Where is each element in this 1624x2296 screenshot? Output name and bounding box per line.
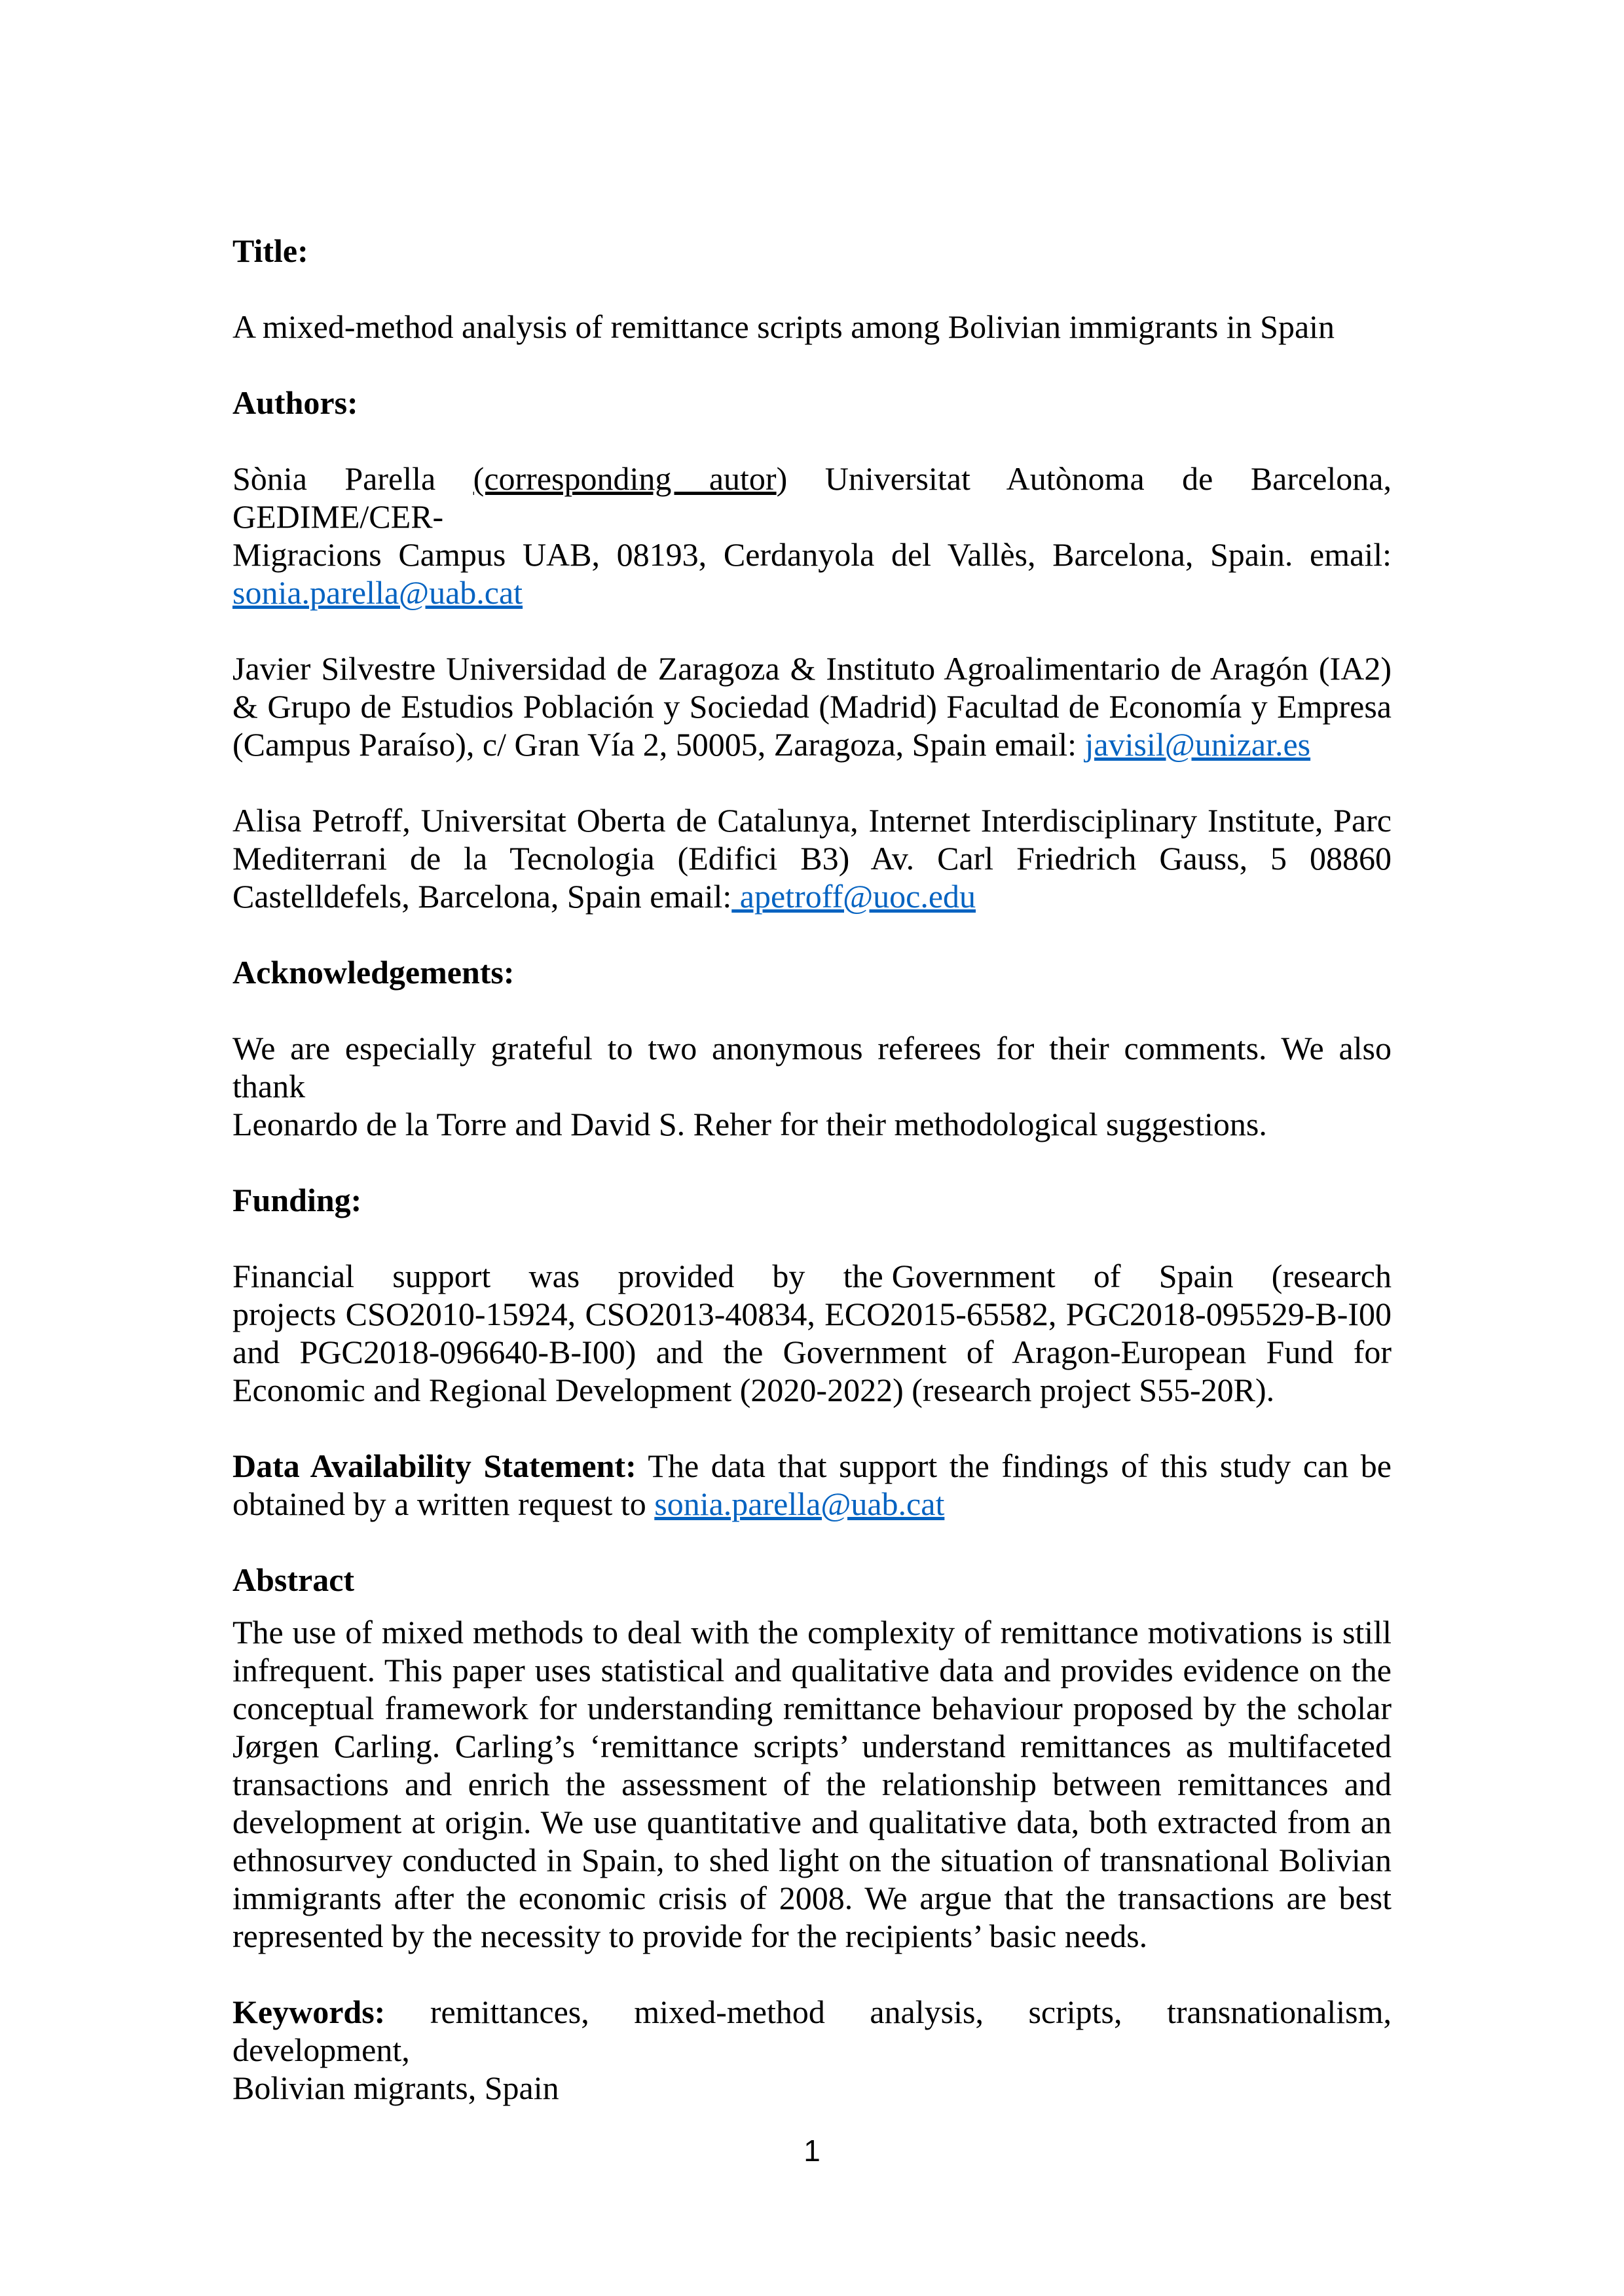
funding-line3 — [232, 1333, 1392, 1371]
funding-text-4: Economic and Regional Development (2020-2022) (research project S55-20R). — [232, 1372, 1275, 1408]
abstract-text-1: The use of mixed methods to deal with the complexity of remittance motivations is still — [232, 1614, 1392, 1650]
abstract-line8 — [232, 1879, 1392, 1917]
keywords-line2 — [232, 2069, 1392, 2107]
author2-line3 — [232, 725, 1392, 763]
abstract-text-3: conceptual framework for understanding remittance behaviour proposed by the scholar — [232, 1690, 1392, 1726]
data-availability-line2 — [232, 1485, 1392, 1523]
abstract-line9 — [232, 1917, 1392, 1955]
funding-line1 — [232, 1257, 1392, 1295]
abstract-line5 — [232, 1765, 1392, 1803]
abstract-text-2: infrequent. This paper uses statistical and qualitative data and provides evidence on the — [232, 1652, 1392, 1688]
abstract-text-8: immigrants after the economic crisis of 2008. We argue that the transactions are best — [232, 1880, 1392, 1916]
abstract-text-7: ethnosurvey conducted in Spain, to shed light on the situation of transnational Bolivian — [232, 1842, 1392, 1878]
author3-line3 — [232, 877, 1392, 915]
keywords-text-2: Bolivian migrants, Spain — [232, 2069, 559, 2106]
funding-text-3: and PGC2018-096640-B-I00) and the Government of Aragon-European Fund for — [232, 1334, 1392, 1370]
authors-heading-label: Authors: — [232, 384, 358, 421]
keywords-text-1: remittances, mixed-method analysis, scripts, transnationalism, development, — [232, 1994, 1392, 2068]
keywords-line1 — [232, 1993, 1392, 2069]
author2-affiliation: & Grupo de Estudios Población y Sociedad (Madrid) Facultad de Economía y Empresa — [232, 688, 1392, 725]
author1-affiliation: ) Universitat Autònoma de Barcelona, GEDIME/CER- — [232, 460, 1392, 535]
page-number: 1 — [803, 2134, 821, 2168]
data-availability-paragraph — [232, 1447, 1392, 1523]
data-availability-text-2: obtained by a written request to — [232, 1485, 655, 1522]
title-heading-label: Title: — [232, 232, 308, 269]
keywords-label: Keywords: — [232, 1994, 386, 2030]
page-content — [232, 232, 1392, 2107]
paper-title — [232, 308, 1392, 346]
author1-line1 — [232, 460, 1392, 536]
author1-paragraph — [232, 460, 1392, 611]
abstract-text-6: development at origin. We use quantitative and qualitative data, both extracted from an — [232, 1804, 1392, 1840]
funding-line2 — [232, 1295, 1392, 1333]
author2-email-link[interactable]: javisil@unizar.es — [1084, 726, 1311, 763]
funding-line4 — [232, 1371, 1392, 1409]
data-availability-label: Data Availability Statement: — [232, 1448, 637, 1484]
title-heading — [232, 232, 1392, 270]
author3-line1 — [232, 801, 1392, 839]
author2-line2 — [232, 687, 1392, 725]
funding-heading — [232, 1181, 1392, 1219]
acknowledgements-heading — [232, 953, 1392, 991]
author1-line3 — [232, 574, 1392, 611]
data-availability-line1 — [232, 1447, 1392, 1485]
abstract-text-4: Jørgen Carling. Carling’s ‘remittance scripts’ understand remittances as multifaceted — [232, 1728, 1392, 1764]
authors-heading — [232, 384, 1392, 422]
author2-address: (Campus Paraíso), c/ Gran Vía 2, 50005, Zaragoza, Spain email: — [232, 726, 1085, 763]
acknowledgements-text-2: Leonardo de la Torre and David S. Reher for their methodological suggestions. — [232, 1106, 1267, 1142]
abstract-line4 — [232, 1727, 1392, 1765]
author2-paragraph — [232, 649, 1392, 763]
acknowledgements-heading-label: Acknowledgements: — [232, 954, 515, 991]
acknowledgements-line1 — [232, 1029, 1392, 1105]
funding-paragraph — [232, 1257, 1392, 1409]
author3-email-link[interactable]: apetroff@uoc.edu — [731, 878, 976, 915]
author1-name: Sònia Parella — [232, 460, 473, 497]
author1-address: Migracions Campus UAB, 08193, Cerdanyola del Vallès, Barcelona, Spain. email: — [232, 536, 1392, 573]
acknowledgements-paragraph — [232, 1029, 1392, 1143]
funding-text-2: projects CSO2010-15924, CSO2013-40834, ECO2015-65582, PGC2018-095529-B-I00 — [232, 1296, 1392, 1332]
paper-title-text: A mixed-method analysis of remittance scripts among Bolivian immigrants in Spain — [232, 308, 1335, 345]
keywords-paragraph — [232, 1993, 1392, 2107]
author1-email-link[interactable]: sonia.parella@uab.cat — [232, 574, 523, 611]
author1-line2 — [232, 536, 1392, 574]
corresponding-author-note: (corresponding autor — [473, 460, 777, 497]
acknowledgements-line2 — [232, 1105, 1392, 1143]
abstract-text-5: transactions and enrich the assessment of the relationship between remittances and — [232, 1766, 1392, 1802]
abstract-line7 — [232, 1841, 1392, 1879]
funding-heading-label: Funding: — [232, 1182, 362, 1218]
author3-address: Castelldefels, Barcelona, Spain email: — [232, 878, 732, 915]
author3-affiliation: Mediterrani de la Tecnologia (Edifici B3) Av. Carl Friedrich Gauss, 5 08860 — [232, 840, 1392, 877]
author3-name-affiliation: Alisa Petroff, Universitat Oberta de Catalunya, Internet Interdisciplinary Institute, Parc — [232, 802, 1392, 839]
abstract-line1 — [232, 1613, 1392, 1651]
data-availability-email-link[interactable]: sonia.parella@uab.cat — [654, 1485, 945, 1522]
author3-paragraph — [232, 801, 1392, 915]
abstract-line2 — [232, 1651, 1392, 1689]
author2-name-affiliation: Javier Silvestre Universidad de Zaragoza & Instituto Agroalimentario de Aragón (IA2) — [232, 650, 1392, 687]
funding-text-1a: Financial support was provided by the — [232, 1258, 883, 1294]
abstract-line3 — [232, 1689, 1392, 1727]
abstract-text-9: represented by the necessity to provide for the recipients’ basic needs. — [232, 1918, 1148, 1954]
data-availability-text-1: The data that support the findings of this study can be — [636, 1448, 1392, 1484]
author2-line1 — [232, 649, 1392, 687]
abstract-heading — [232, 1561, 1392, 1599]
author3-line2 — [232, 839, 1392, 877]
acknowledgements-text-1: We are especially grateful to two anonymous referees for their comments. We also thank — [232, 1030, 1392, 1104]
abstract-paragraph — [232, 1613, 1392, 1955]
funding-text-1b: Government of Spain (research — [891, 1258, 1392, 1294]
abstract-line6 — [232, 1803, 1392, 1841]
abstract-heading-label: Abstract — [232, 1561, 355, 1598]
